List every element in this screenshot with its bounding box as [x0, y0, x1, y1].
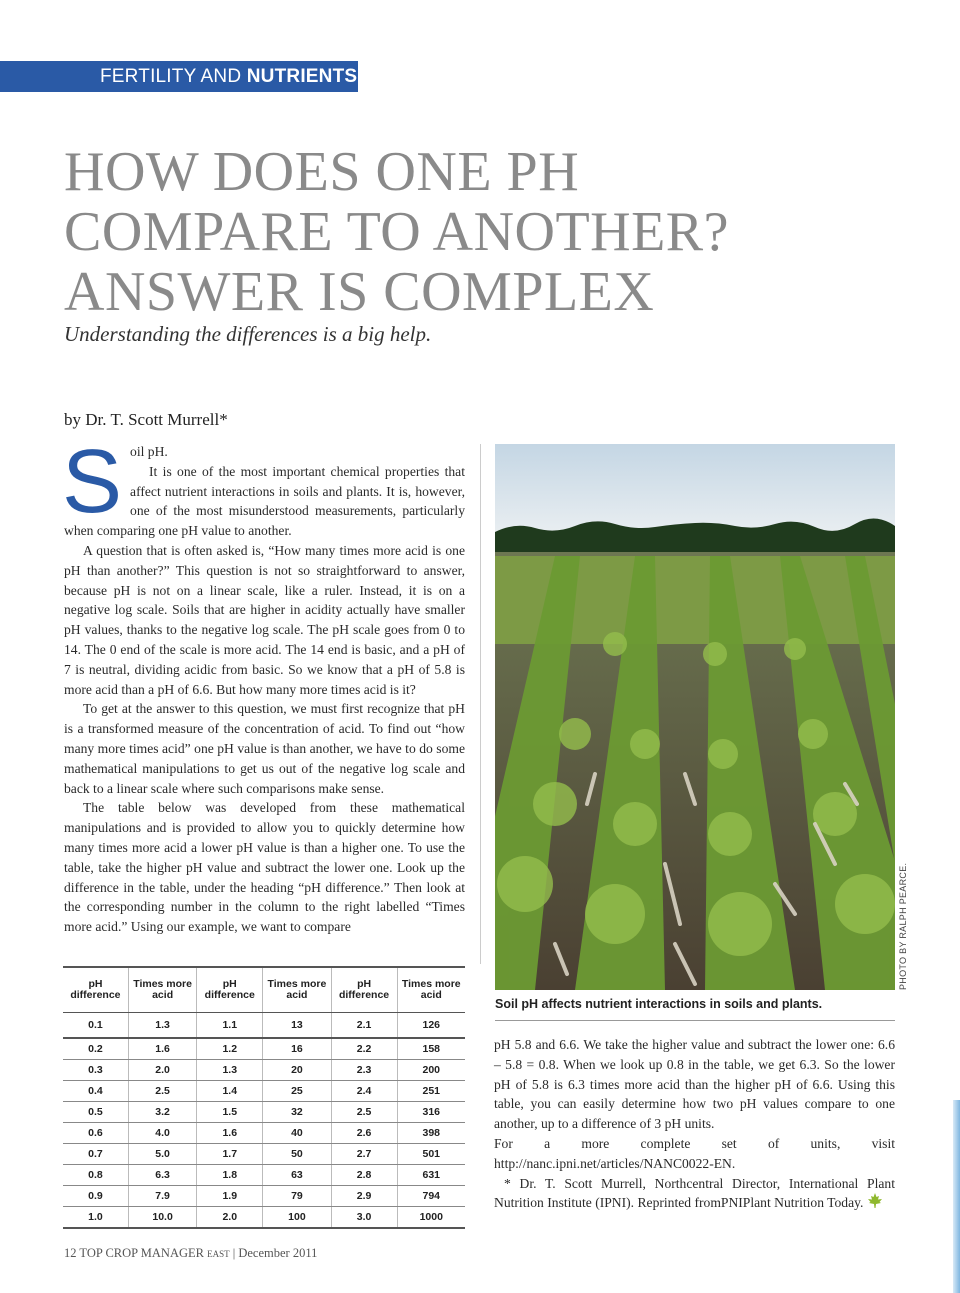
table-row [63, 1186, 465, 1207]
table-cell: 0.3 [63, 1060, 128, 1081]
table-header-cell: Times more acid [128, 967, 196, 1013]
table-cell: 398 [397, 1123, 465, 1144]
footnote-text: * Dr. T. Scott Murrell, Northcentral Director, International Plant Nutrition Institute (IPNI). Reprinted fromPNIPlant Nutrition Today. [494, 1175, 895, 1211]
table-cell: 4.0 [128, 1123, 196, 1144]
section-emphasis: NUTRIENTS [246, 66, 358, 87]
table-cell: 25 [263, 1081, 331, 1102]
article-byline: by Dr. T. Scott Murrell* [64, 410, 228, 429]
table-cell: 1.4 [197, 1081, 263, 1102]
photo-caption: Soil pH affects nutrient interactions in soils and plants. [495, 997, 823, 1011]
table-row [63, 1102, 465, 1123]
table-cell: 2.9 [331, 1186, 397, 1207]
section-prefix: FERTILITY AND [100, 66, 247, 87]
table-row [63, 1165, 465, 1186]
table-cell: 0.2 [63, 1038, 128, 1060]
table-cell: 1.5 [197, 1102, 263, 1123]
section-banner [0, 61, 358, 92]
table-cell: 1.3 [197, 1060, 263, 1081]
table-cell: 2.0 [128, 1060, 196, 1081]
table-header-cell: Times more acid [397, 967, 465, 1013]
table-cell: 100 [263, 1207, 331, 1229]
table-cell: 2.6 [331, 1123, 397, 1144]
column-divider [480, 444, 481, 964]
table-cell: 0.7 [63, 1144, 128, 1165]
table-cell: 1000 [397, 1207, 465, 1229]
magazine-name: TOP CROP MANAGER [79, 1246, 204, 1260]
table-cell: 0.8 [63, 1165, 128, 1186]
article-body-left [62, 432, 465, 937]
caption-divider [495, 1020, 895, 1021]
table-cell: 79 [263, 1186, 331, 1207]
table-row [63, 1060, 465, 1081]
right-paragraph-1: pH 5.8 and 6.6. We take the higher value and subtract the lower one: 6.6 – 5.8 = 0.8. When we look up 0.8 in the table, we get 6.3. So the lower pH of 5.8 is 6.3 times more acid than the higher pH of 6.6. Using this table, you can easily determine how two pH values compare to one another, up to a difference of 3 pH units. [494, 1037, 895, 1132]
table-header-cell: pH difference [197, 967, 263, 1013]
photo-credit: PHOTO BY RALPH PEARCE. [898, 862, 908, 990]
body-paragraph-4: To get at the answer to this question, we must first recognize that pH is a transformed measure of the concentration of acid. To find out “how many more times acid” one pH value is than another, we have to do some mathematical manipulations to get us out of the negative log scale and back to a linear scale where such comparisons make sense. [64, 701, 465, 796]
article-body-right [494, 1035, 895, 1213]
table-cell: 1.6 [128, 1038, 196, 1060]
table-cell: 1.7 [197, 1144, 263, 1165]
article-deck: Understanding the differences is a big help. [64, 322, 432, 346]
table-cell: 3.2 [128, 1102, 196, 1123]
table-cell: 1.8 [197, 1165, 263, 1186]
table-cell: 1.9 [197, 1186, 263, 1207]
issue-date: December 2011 [238, 1246, 318, 1260]
maple-leaf-icon [867, 1193, 883, 1209]
table-cell: 16 [263, 1038, 331, 1060]
author-footnote [494, 1174, 895, 1214]
table-header-cell: pH difference [331, 967, 397, 1013]
table-cell: 1.2 [197, 1038, 263, 1060]
ph-comparison-table [63, 966, 465, 1229]
table-cell: 2.3 [331, 1060, 397, 1081]
soybean-field-photo [495, 444, 895, 990]
magazine-edition: EAST [207, 1249, 230, 1259]
table-row [63, 1038, 465, 1060]
table-cell: 2.8 [331, 1165, 397, 1186]
table-cell: 2.2 [331, 1038, 397, 1060]
table-cell: 2.5 [128, 1081, 196, 1102]
table-header-row [63, 967, 465, 1013]
table-cell: 13 [263, 1013, 331, 1039]
table-cell: 63 [263, 1165, 331, 1186]
table-header-cell: Times more acid [263, 967, 331, 1013]
table-cell: 0.9 [63, 1186, 128, 1207]
table-cell: 200 [397, 1060, 465, 1081]
body-paragraph-1: oil pH. [130, 444, 168, 459]
table-cell: 10.0 [128, 1207, 196, 1229]
table-cell: 20 [263, 1060, 331, 1081]
headline-line-1: HOW DOES ONE PH [64, 141, 580, 203]
headline-line-3: ANSWER IS COMPLEX [64, 261, 655, 323]
table-cell: 1.0 [63, 1207, 128, 1229]
table-cell: 631 [397, 1165, 465, 1186]
table-cell: 40 [263, 1123, 331, 1144]
table-cell: 316 [397, 1102, 465, 1123]
table-cell: 1.6 [197, 1123, 263, 1144]
table-cell: 794 [397, 1186, 465, 1207]
table-cell: 6.3 [128, 1165, 196, 1186]
table-cell: 251 [397, 1081, 465, 1102]
table-cell: 32 [263, 1102, 331, 1123]
table-cell: 50 [263, 1144, 331, 1165]
table-row [63, 1013, 465, 1039]
table-row [63, 1144, 465, 1165]
body-paragraph-3: A question that is often asked is, “How many times more acid is one pH than another?” This question is not so straightforward to answer, because pH is not on a linear scale, like a ruler. Instead, it is on a negative log scale. Soils that are higher in acidity actually have smaller pH values, thanks to the negative log scale. The pH scale goes from 0 to 14. The 0 end of the scale is more acid. The 14 end is basic, and a pH of 7 is neutral, dividing acidic from basic. So we know that a pH of 5.8 is more acid than a pH of 6.6. But how many more times acid is it? [64, 542, 465, 697]
field-illustration [495, 444, 895, 990]
footer-separator: | [232, 1246, 236, 1260]
page-footer [64, 1246, 317, 1261]
table-cell: 0.6 [63, 1123, 128, 1144]
right-paragraph-2: For a more complete set of units, visit http://nanc.ipni.net/articles/NANC0022-EN. [494, 1135, 895, 1171]
table-cell: 1.1 [197, 1013, 263, 1039]
table-cell: 158 [397, 1038, 465, 1060]
page-edge-strip [953, 1100, 960, 1293]
table-cell: 7.9 [128, 1186, 196, 1207]
drop-cap: S [62, 432, 123, 532]
table-cell: 5.0 [128, 1144, 196, 1165]
table-row [63, 1123, 465, 1144]
table-cell: 0.1 [63, 1013, 128, 1039]
page-number: 12 [64, 1246, 77, 1260]
table-cell: 126 [397, 1013, 465, 1039]
article-headline [64, 142, 824, 322]
table-row [63, 1207, 465, 1229]
table-row [63, 1081, 465, 1102]
headline-line-2: COMPARE TO ANOTHER? [64, 201, 730, 263]
table-cell: 2.4 [331, 1081, 397, 1102]
table-cell: 0.5 [63, 1102, 128, 1123]
table-cell: 501 [397, 1144, 465, 1165]
table-header-cell: pH difference [63, 967, 128, 1013]
table-cell: 3.0 [331, 1207, 397, 1229]
table-cell: 2.0 [197, 1207, 263, 1229]
table-cell: 0.4 [63, 1081, 128, 1102]
table-cell: 2.1 [331, 1013, 397, 1039]
table-cell: 2.5 [331, 1102, 397, 1123]
body-paragraph-2: It is one of the most important chemical properties that affect nutrient interactions in soils and plants. It is, however, one of the most misunderstood measurements, particularly when comparing one pH value to another. [64, 463, 465, 539]
table-cell: 2.7 [331, 1144, 397, 1165]
body-paragraph-5: The table below was developed from these mathematical manipulations and is provided to allow you to quickly determine how many times more acid a lower pH value is than a higher one. To use the table, take the higher pH value and subtract the lower one. Look up the difference in the table, under the heading “pH difference.” Then look at the corresponding number in the column to the right labelled “Times more acid.” Using our example, we want to compare [64, 800, 465, 935]
table-cell: 1.3 [128, 1013, 196, 1039]
